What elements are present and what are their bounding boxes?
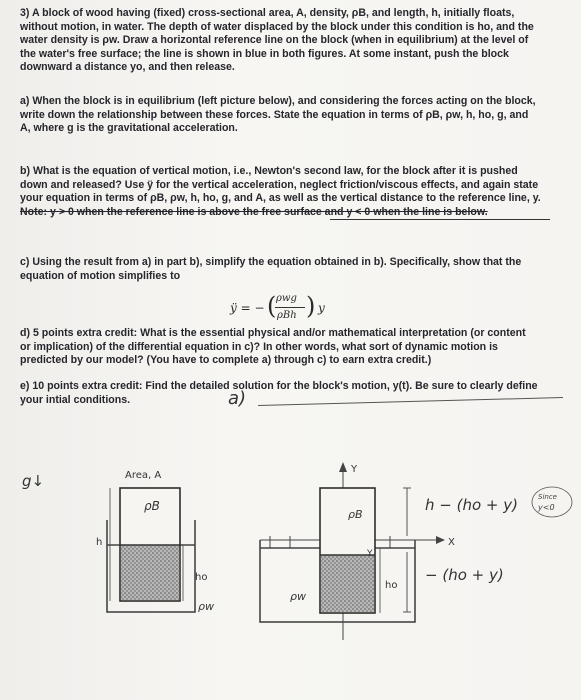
y-axis-label: Y [351, 464, 358, 475]
equation-denominator: ρBh [277, 310, 297, 321]
part-a-line: a) When the block is in equilibrium (left picture below), and considering the forces acting on the block, [20, 95, 536, 107]
intro-line: water density is ρw. Draw a horizontal reference line on the block (when in equilibrium) at the level of [20, 34, 529, 46]
rho-b-right: ρB [348, 508, 363, 521]
rho-w-right: ρw [290, 590, 306, 603]
annotation-since: Since [538, 493, 557, 501]
part-c-line: c) Using the result from a) in part b), simplify the equation obtained in b). Specifically, show that the [20, 256, 522, 268]
annotation-bottom: − (ho + y) [425, 566, 504, 584]
ho-right: ho [385, 580, 398, 591]
part-b-note: Note: y > 0 when the reference line is above the free surface and y < 0 when the line is below. [20, 205, 488, 218]
equation-left-paren: ( [267, 292, 277, 320]
part-b-line: down and released? Use ÿ for the vertical acceleration, neglect friction/viscous effects, and again state [20, 178, 539, 191]
part-b-line: b) What is the equation of vertical motion, i.e., Newton's second law, for the block after it is pushed [20, 165, 518, 177]
part-c-line: equation of motion simplifies to [20, 269, 181, 282]
y-label: Y [367, 549, 373, 559]
equation-lhs: ÿ = − [230, 301, 265, 315]
rho-b-left: ρB [144, 499, 160, 513]
ho-left: ho [195, 572, 208, 583]
equation-numerator: ρwg [276, 293, 297, 304]
equation-rhs: y [318, 301, 325, 315]
annotation-top: h − (ho + y) [425, 496, 518, 514]
intro-line: without motion, in water. The depth of water displaced by the block under this condition is ho, and the [20, 20, 534, 33]
intro-line: downward a distance yo, and then release. [20, 61, 235, 73]
rho-w-left: ρw [198, 600, 214, 613]
equation-right-paren: ) [306, 292, 316, 320]
part-d-line: d) 5 points extra credit: What is the essential physical and/or mathematical interpretation (or content [20, 327, 526, 339]
gravity-label: g↓ [22, 472, 45, 490]
area-label: Area, A [125, 470, 162, 481]
annotation-since-2: y<0 [538, 503, 555, 512]
part-e-line: your intial conditions. [20, 393, 131, 406]
intro-line: 3) A block of wood having (fixed) cross-sectional area, A, density, ρB, and length, h, initially floats, [20, 7, 515, 19]
part-a-line: write down the relationship between these forces. State the equation in terms of ρB, ρw, h, ho, g, and [20, 108, 529, 121]
part-e-line: e) 10 points extra credit: Find the detailed solution for the block's motion, y(t). Be sure to clearly define [20, 380, 538, 392]
part-b-line: your equation in terms of ρB, ρw, h, ho, g, and A, as well as the vertical distance to the reference line, y. [20, 192, 541, 204]
part-d-line: predicted by our model? (You have to complete a) through c) to earn extra credit.) [20, 354, 432, 366]
h-label: h [96, 537, 103, 548]
handwritten-a-mark: a) [228, 388, 247, 409]
intro-line: the water's free surface; the line is shown in blue in both figures. At some instant, push the block [20, 47, 509, 60]
part-a-line: A, where g is the gravitational acceleration. [20, 122, 238, 134]
part-d-line: or implication) of the differential equation in c)? In other words, what sort of dynamic motion is [20, 340, 498, 353]
x-label: X [448, 537, 455, 548]
